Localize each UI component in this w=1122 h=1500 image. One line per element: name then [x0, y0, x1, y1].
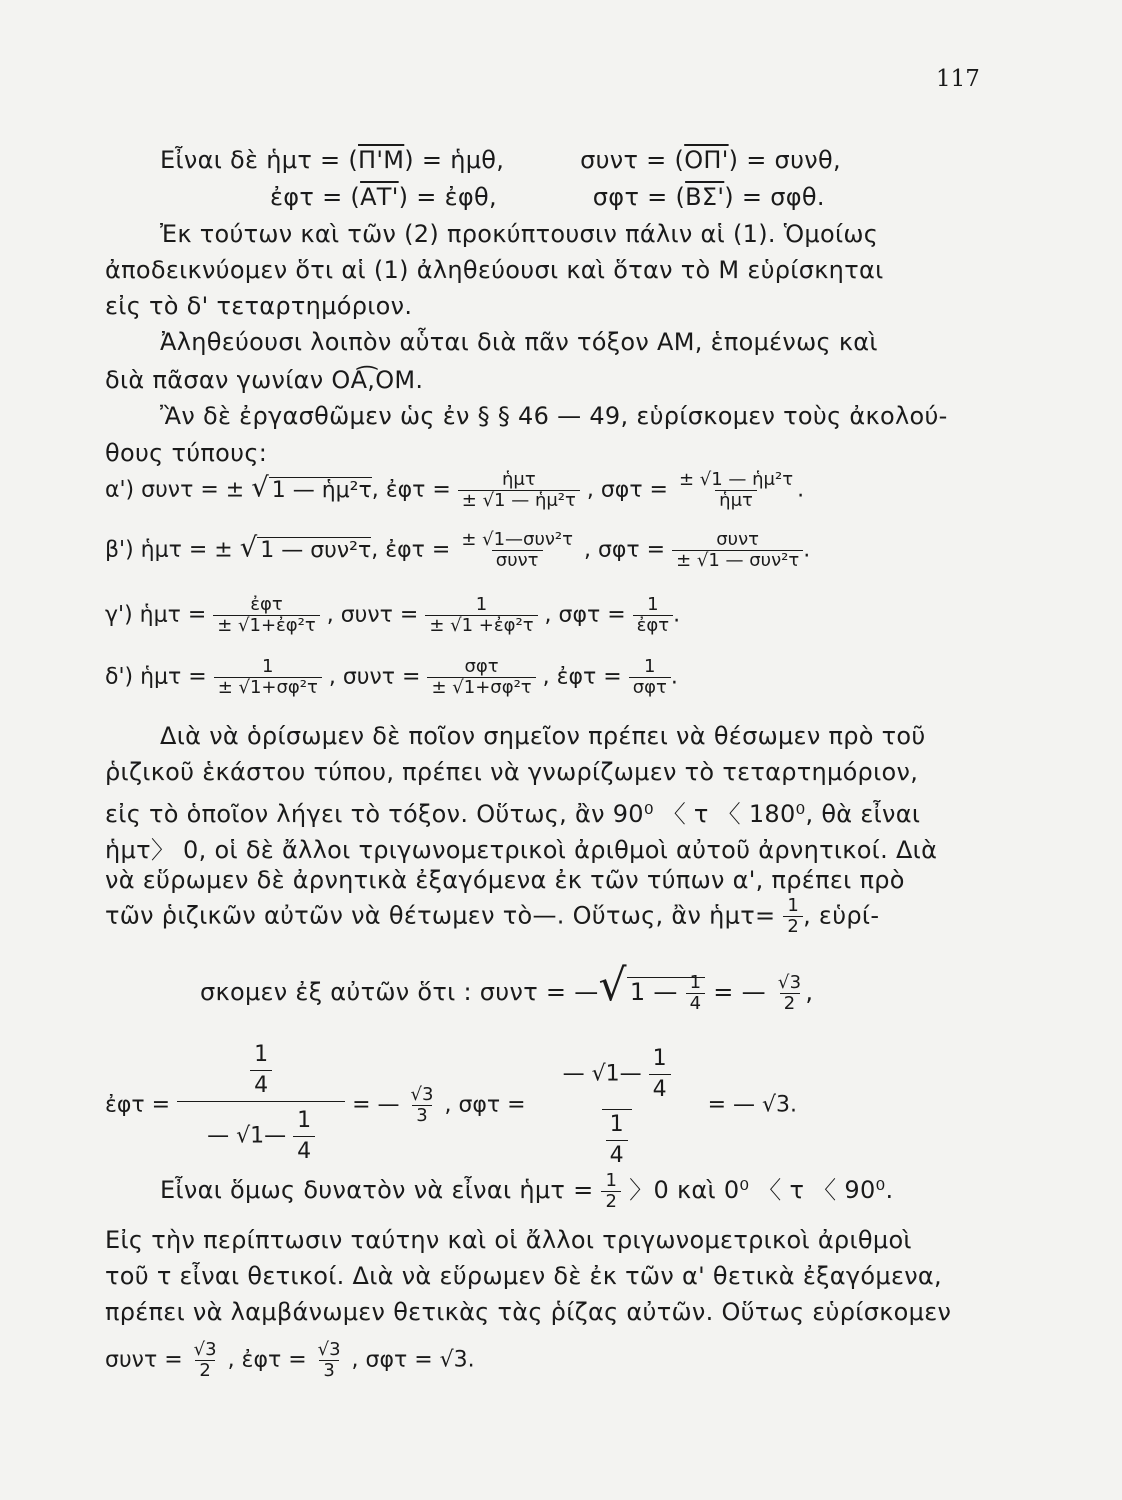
radicand-text: — √1— — [207, 1123, 294, 1149]
fraction — [457, 530, 577, 571]
fraction — [629, 657, 671, 698]
formula-text: , σφτ = — [544, 602, 633, 628]
numerator: 1 — [605, 1169, 618, 1191]
fraction — [774, 973, 806, 1014]
text-para-8 — [160, 1170, 893, 1212]
numerator: √3 — [410, 1084, 434, 1105]
text-segment: σκομεν ἐξ αὐτῶν ὅτι : συντ = — — [200, 978, 599, 1006]
formula-beta: β') ἡμτ = ± √ 1 — συν²τ, ἐφτ = $\frac{\text{± √1—συν²τ}}{\text{συντ}}$ , σφτ = $\frac{\text{συντ}}{\text{± √1 — συν²τ}}$ . — [105, 529, 811, 571]
segment-label: ΒΣ' — [685, 183, 725, 211]
sqrt-icon: √ — [251, 471, 269, 504]
numerator: 1 — [475, 594, 488, 615]
numerator: συντ — [716, 529, 759, 550]
denominator: 2 — [780, 993, 800, 1014]
radicand: 1 — ἡμ²τ — [269, 477, 372, 503]
text-para-5: νὰ εὕρωμεν δὲ ἀρνητικὰ ἐξαγόμενα ἐκ τῶν τύπων α', πρέπει πρὸ — [105, 866, 905, 894]
numerator: ± √1 — ἡμ²τ — [678, 469, 794, 490]
formula-text: , σφτ = — [583, 537, 673, 563]
numerator: σφτ — [464, 656, 499, 677]
fraction — [533, 1040, 701, 1171]
formula-text: = — √3. — [707, 1092, 798, 1118]
fraction — [214, 657, 322, 698]
denominator: 3 — [412, 1105, 431, 1126]
text-line-4: ἀποδεικνύομεν ὅτι αἱ (1) ἀληθεύουσι καὶ ὅταν τὸ Μ εὑρίσκηται — [105, 256, 884, 284]
formula-final — [105, 1340, 475, 1381]
text-segment: ) = ἐφθ, — [398, 183, 497, 211]
numerator: 1 — [644, 656, 656, 677]
numerator: 1 — [647, 594, 659, 615]
formula-text: , ἐφτ = — [227, 1347, 307, 1373]
text-segment: σφτ = ( — [592, 183, 686, 211]
text-line-6: Ἀληθεύουσι λοιπὸν αὗται διὰ πᾶν τόξον ΑΜ, ἑπομένως καὶ — [160, 328, 878, 356]
denominator: 3 — [319, 1360, 338, 1381]
text-segment: , εὑρί- — [803, 901, 880, 930]
text-segment: ἐφτ = ( — [270, 183, 361, 211]
sqrt-icon: √ — [598, 960, 627, 1011]
denominator: ± √1 — συν²τ — [672, 550, 803, 571]
text-segment: ) = ἡμθ, — [404, 146, 505, 174]
formula-text: = — — [352, 1092, 400, 1118]
fraction — [314, 1340, 345, 1381]
fraction — [672, 530, 803, 571]
radicand: 1 — συν²τ — [257, 537, 371, 563]
formula-text: = — — [713, 978, 766, 1006]
text-para-11: πρέπει νὰ λαμβάνωμεν θετικὰς τὰς ῥίζας αὐτῶν. Οὕτως εὑρίσκομεν — [105, 1298, 952, 1326]
numerator: ± √1—συν²τ — [461, 529, 573, 550]
text-segment: Εἶναι ὅμως δυνατὸν νὰ εἶναι ἡμτ = — [160, 1176, 594, 1204]
text-line-2 — [270, 183, 825, 211]
fraction — [427, 657, 535, 698]
radicand-text: 1 — — [629, 978, 686, 1006]
fraction — [601, 1171, 621, 1212]
numerator — [246, 1040, 276, 1101]
denominator: 2 — [601, 1191, 621, 1212]
text-line-8: Ἂν δὲ ἐργασθῶμεν ὡς ἐν § § 46 — 49, εὑρίσκομεν τοὺς ἀκολού- — [160, 402, 948, 430]
formula-text: , ἐφτ = — [371, 537, 458, 563]
segment-label: ΟΠ' — [684, 146, 729, 174]
text-segment: Εἶναι δὲ ἡμτ = ( — [160, 146, 359, 174]
numerator: 1 — [787, 895, 800, 916]
radicand — [627, 971, 706, 1014]
formula-label: ἐφτ = — [105, 1092, 171, 1118]
denominator: ± √1+σφ²τ — [427, 677, 535, 698]
denominator: ± √1+σφ²τ — [214, 677, 322, 698]
fraction — [177, 1040, 345, 1171]
text-line-1 — [160, 146, 841, 174]
formula-label: β') ἡμτ = ± — [105, 537, 240, 563]
sqrt-icon: √ — [239, 531, 258, 564]
formula-label: α') συντ = ± — [105, 477, 252, 503]
formula-alpha: α') συντ = ± √ 1 — ἡμ²τ, ἐφτ = $\frac{\text{ἡμτ}}{\text{± √1 — ἡμ²τ}}$ , σφτ = $\frac{\text{± √1 — ἡμ²τ}}{\text{ἡμτ}}$ . — [105, 469, 805, 511]
page-number: 117 — [936, 66, 980, 92]
numerator: 1 — [609, 1112, 624, 1137]
denominator — [177, 1101, 345, 1171]
formula-text: , σφτ = — [586, 477, 675, 503]
formula-text: , συντ = — [328, 664, 428, 690]
text-segment: 〉0 καὶ 0⁰ 〈 τ 〈 90⁰. — [629, 1176, 894, 1204]
text-segment: τῶν ῥιζικῶν αὐτῶν νὰ θέτωμεν τὸ—. Οὕτως, ἂν ἡμτ= — [105, 901, 776, 930]
fraction — [783, 896, 803, 937]
formula-text: , συντ = — [326, 602, 426, 628]
denominator: 2 — [783, 916, 803, 937]
text-segment: ) = συνθ, — [728, 146, 841, 174]
text-segment: ) = σφθ. — [724, 183, 825, 211]
formula-gamma: γ') ἡμτ = $\frac{\text{ἐφτ}}{\text{± √1+ἐφ²τ}}$ , συντ = $\frac{1}{\text{± √1 +ἐφ²τ}}$ , σφτ = $\frac{1}{\text{ἐφτ}}$ . — [105, 594, 681, 636]
denominator: ± √1 +ἐφ²τ — [425, 615, 537, 636]
formula-label: γ') ἡμτ = — [105, 602, 214, 628]
numerator: ἡμτ — [501, 469, 536, 490]
numerator: √3 — [193, 1339, 217, 1360]
denominator: ἡμτ — [715, 490, 757, 511]
formula-text: , ἐφτ = — [542, 664, 629, 690]
numerator: 1 — [297, 1108, 312, 1133]
text-line-5: εἰς τὸ δ' τεταρτημόριον. — [105, 292, 413, 320]
formula-delta: δ') ἡμτ = $\frac{1}{\text{± √1+σφ²τ}}$ , συντ = $\frac{\text{σφτ}}{\text{± √1+σφ²τ}}$ , ἐφτ = $\frac{1}{\text{σφτ}}$ . — [105, 656, 678, 698]
text-segment: συντ = ( — [580, 146, 685, 174]
formula-eft-sft — [105, 1040, 797, 1171]
radicand-text: — √1— — [562, 1061, 649, 1087]
fraction — [675, 470, 797, 511]
text-line-9: θους τύπους: — [105, 439, 268, 467]
formula-label: δ') ἡμτ = — [105, 664, 214, 690]
formula-text: , ἐφτ = — [371, 477, 458, 503]
denominator: 4 — [649, 1074, 671, 1105]
text-para-7: σκομεν ἐξ αὐτῶν ὅτι : συντ = —√ 1 — $\frac{1}{4}$ = — $\frac{√3}{2}$ , — [200, 960, 814, 1014]
fraction — [606, 1110, 628, 1171]
text-line-3: Ἐκ τούτων καὶ τῶν (2) προκύπτουσιν πάλιν αἱ (1). Ὁμοίως — [160, 220, 879, 248]
fraction — [250, 1040, 272, 1101]
fraction — [686, 973, 706, 1014]
numerator: √3 — [317, 1339, 341, 1360]
text-line-7: διὰ πᾶσαν γωνίαν ΟΑ͡,ΟΜ. — [105, 366, 424, 394]
denominator: 4 — [606, 1140, 628, 1171]
text-para-2: ῥιζικοῦ ἑκάστου τύπου, πρέπει νὰ γνωρίζωμεν τὸ τεταρτημόριον, — [105, 758, 919, 786]
fraction — [649, 1044, 671, 1105]
text-para-4: ἡμτ〉 0, οἱ δὲ ἄλλοι τριγωνομετρικοὶ ἀριθμοὶ αὐτοῦ ἀρνητικοί. Διὰ — [105, 836, 938, 864]
denominator: ± √1+ἐφ²τ — [213, 615, 319, 636]
denominator — [602, 1109, 632, 1171]
text-para-10: τοῦ τ εἶναι θετικοί. Διὰ νὰ εὕρωμεν δὲ ἐκ τῶν α' θετικὰ ἐξαγόμενα, — [105, 1262, 942, 1290]
text-para-3: εἰς τὸ ὁποῖον λήγει τὸ τόξον. Οὕτως, ἂν 90⁰ 〈 τ 〈 180⁰, θὰ εἶναι — [105, 800, 921, 828]
fraction — [293, 1106, 315, 1167]
segment-label: ΑΤ' — [360, 183, 399, 211]
segment-label: Π'Μ — [358, 146, 405, 174]
numerator: 1 — [254, 1042, 269, 1067]
denominator: 4 — [686, 993, 706, 1014]
fraction — [425, 595, 537, 636]
denominator: συντ — [492, 550, 543, 571]
text-para-1: Διὰ νὰ ὁρίσωμεν δὲ ποῖον σημεῖον πρέπει νὰ θέσωμεν πρὸ τοῦ — [160, 722, 926, 750]
numerator — [533, 1040, 701, 1109]
fraction — [213, 595, 319, 636]
denominator: σφτ — [629, 677, 671, 698]
text-para-6 — [105, 896, 879, 937]
denominator: ἐφτ — [633, 615, 673, 636]
text-para-9: Εἰς τὴν περίπτωσιν ταύτην καὶ οἱ ἄλλοι τριγωνομετρικοὶ ἀριθμοὶ — [105, 1226, 912, 1254]
formula-label: συντ = — [105, 1347, 183, 1373]
numerator: √3 — [777, 971, 802, 993]
formula-label: , σφτ = — [444, 1092, 526, 1118]
fraction — [190, 1340, 221, 1381]
numerator: ἐφτ — [250, 594, 283, 615]
numerator: 1 — [262, 656, 274, 677]
denominator: 2 — [195, 1360, 214, 1381]
fraction — [633, 595, 673, 636]
numerator: 1 — [689, 971, 702, 993]
denominator: 4 — [250, 1070, 272, 1101]
numerator: 1 — [652, 1046, 667, 1071]
formula-text: , σφτ = √3. — [351, 1347, 475, 1373]
denominator: 4 — [293, 1136, 315, 1167]
fraction — [458, 470, 580, 511]
denominator: ± √1 — ἡμ²τ — [458, 490, 580, 511]
fraction — [407, 1085, 438, 1126]
